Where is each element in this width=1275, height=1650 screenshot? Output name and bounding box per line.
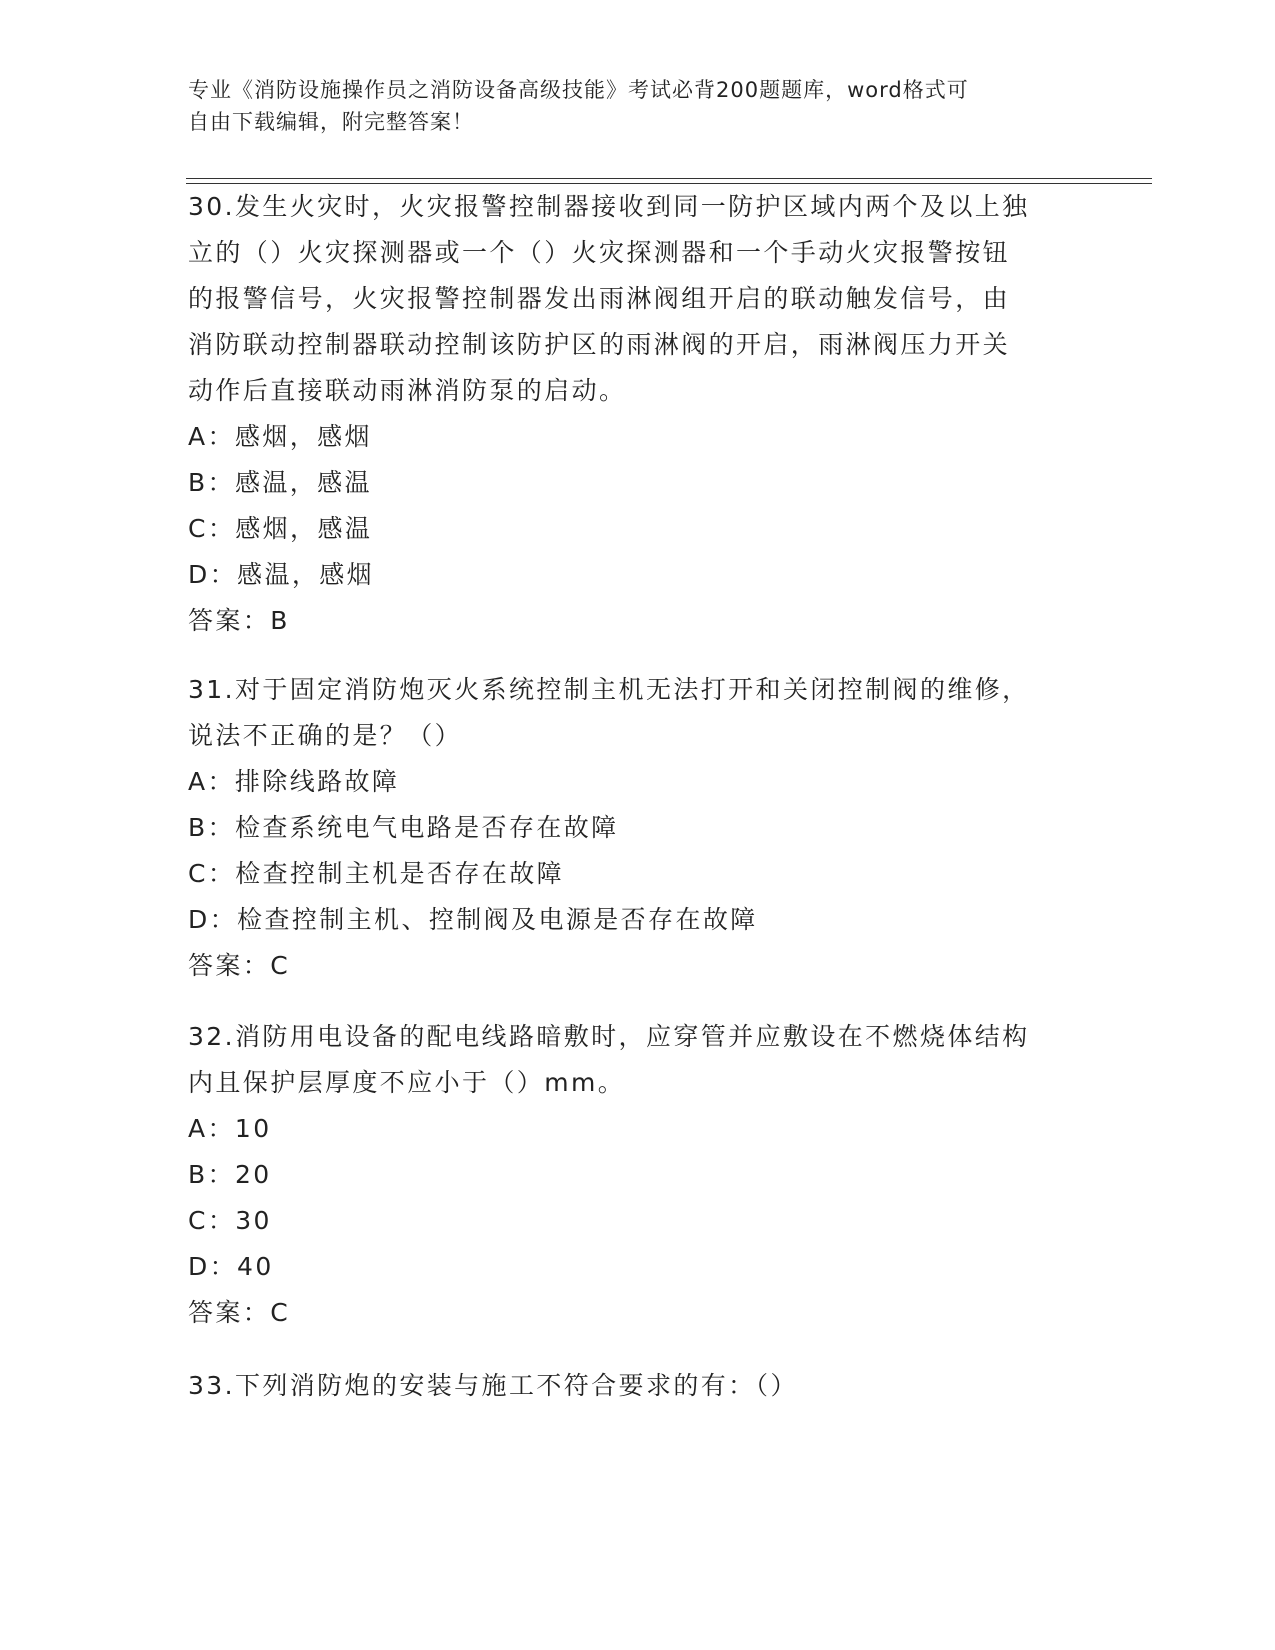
question-30	[188, 184, 1088, 644]
option-d: D：40	[188, 1252, 274, 1281]
option-d: D：检查控制主机、控制阀及电源是否存在故障	[188, 905, 758, 934]
option-c: C：检查控制主机是否存在故障	[188, 859, 565, 888]
option-b: B：检查系统电气电路是否存在故障	[188, 813, 619, 842]
question-stem-line: 消防联动控制器联动控制该防护区的雨淋阀的开启，雨淋阀压力开关	[188, 330, 1011, 359]
option-c: C：感烟，感温	[188, 514, 373, 543]
question-stem-line: 32.消防用电设备的配电线路暗敷时，应穿管并应敷设在不燃烧体结构	[188, 1022, 1030, 1051]
question-stem-line: 说法不正确的是？（）	[188, 721, 463, 750]
answer-line: 答案：B	[188, 606, 290, 635]
option-a: A：感烟，感烟	[188, 422, 372, 451]
question-stem-line: 立的（）火灾探测器或一个（）火灾探测器和一个手动火灾报警按钮	[188, 238, 1011, 267]
question-31	[188, 667, 1088, 989]
question-stem-line: 动作后直接联动雨淋消防泵的启动。	[188, 376, 627, 405]
option-b: B：20	[188, 1160, 272, 1189]
option-a: A：10	[188, 1114, 272, 1143]
question-stem-line: 的报警信号，火灾报警控制器发出雨淋阀组开启的联动触发信号，由	[188, 284, 1011, 313]
answer-line: 答案：C	[188, 1298, 291, 1327]
header-line: 专业《消防设施操作员之消防设备高级技能》考试必背200题题库，word格式可	[188, 78, 969, 102]
option-c: C：30	[188, 1206, 272, 1235]
question-stem-line: 31.对于固定消防炮灭火系统控制主机无法打开和关闭控制阀的维修，	[188, 675, 1030, 704]
option-d: D：感温，感烟	[188, 560, 375, 589]
option-a: A：排除线路故障	[188, 767, 400, 796]
question-stem-line: 30.发生火灾时，火灾报警控制器接收到同一防护区域内两个及以上独	[188, 192, 1030, 221]
question-stem-line: 内且保护层厚度不应小于（）mm。	[188, 1068, 626, 1097]
header-divider-top	[186, 178, 1152, 179]
question-32	[188, 1014, 1088, 1336]
option-b: B：感温，感温	[188, 468, 372, 497]
document-header	[188, 74, 1088, 138]
question-stem-line: 33.下列消防炮的安装与施工不符合要求的有：（）	[188, 1371, 798, 1400]
header-line: 自由下载编辑，附完整答案！	[188, 110, 474, 134]
question-33	[188, 1363, 1088, 1409]
answer-line: 答案：C	[188, 951, 291, 980]
